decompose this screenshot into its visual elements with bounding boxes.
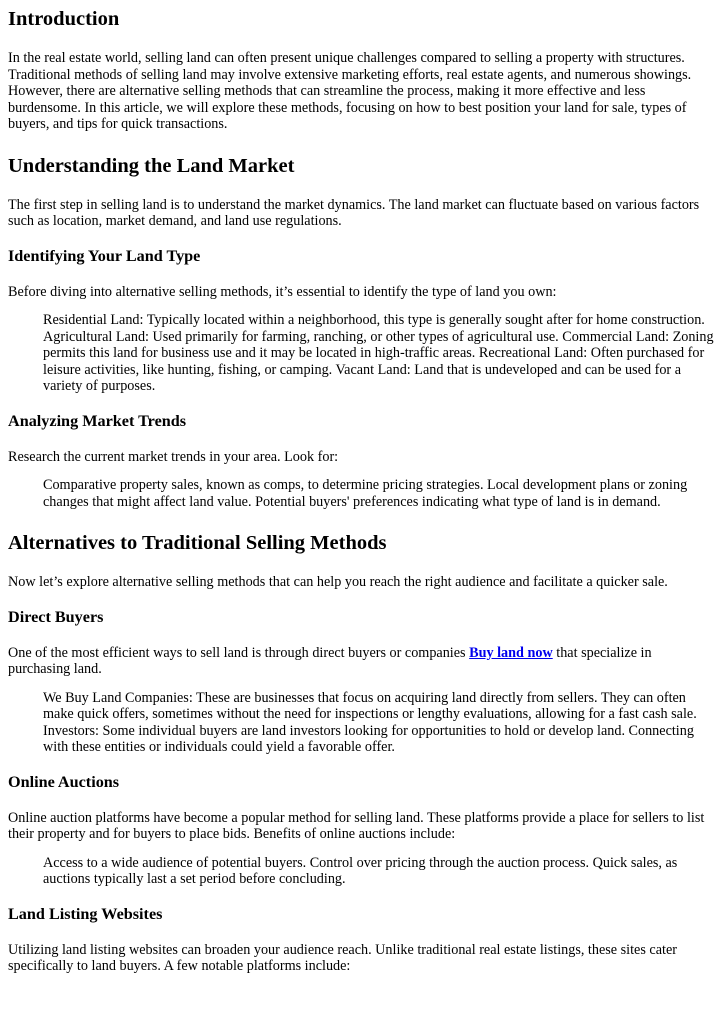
intro-paragraph: In the real estate world, selling land can often present unique challenges compared to selling a property with structures. Traditional methods of selling land may involve extensive marketing efforts, real estate agents, and numerous showings. However, there are alternative selling methods that can streamline the process, making it more effective and less burdensome. In this article, we will explore these methods, focusing on how to best position your land for sale, types of buyers, and tips for quick transactions. [8,50,692,132]
heading-alternatives: Alternatives to Traditional Selling Methods [8,532,387,554]
listing-paragraph: Utilizing land listing websites can broaden your audience reach. Unlike traditional real estate listings, these sites cater specifically to land buyers. A few notable platforms include: [8,941,677,974]
market-paragraph: The first step in selling land is to understand the market dynamics. The land market can fluctuate based on various factors such as location, market demand, and land use regulations. [8,196,700,229]
land-type-paragraph: Before diving into alternative selling methods, it’s essential to identify the type of land you own: [8,283,557,300]
auctions-paragraph: Online auction platforms have become a popular method for selling land. These platforms provide a place for sellers to list their property and for buyers to place bids. Benefits of online auctions include: [8,809,705,842]
direct-text-before: One of the most efficient ways to sell land is through direct buyers or companies [8,644,470,661]
heading-land-listing-websites: Land Listing Websites [8,904,163,923]
heading-direct-buyers: Direct Buyers [8,607,104,626]
article [0,7,720,975]
heading-identifying-land-type: Identifying Your Land Type [8,246,201,265]
direct-buyers-paragraph [8,645,714,678]
auctions-quote: Access to a wide audience of potential buyers. Control over pricing through the auction process. Quick sales, as auctions typically last a set period before concluding. [43,854,678,887]
buy-land-now-link[interactable]: Buy land now [469,644,553,661]
heading-online-auctions: Online Auctions [8,772,120,791]
heading-introduction: Introduction [8,8,120,30]
land-type-quote: Residential Land: Typically located within a neighborhood, this type is generally sought after for home construction. Agricultural Land: Used primarily for farming, ranching, or other types of agricultural use. Commercial Land: Zoning permits this land for business use and it may be located in high-traffic areas. Recreational Land: Often purchased for leisure activities, like hunting, fishing, or camping. Vacant Land: Land that is undeveloped and can be used for a variety of purposes. [43,312,714,394]
alternatives-paragraph: Now let’s explore alternative selling methods that can help you reach the right audience and facilitate a quicker sale. [8,574,668,590]
direct-text-after: that specialize in purchasing land. [8,644,652,677]
heading-understanding-land-market: Understanding the Land Market [8,154,295,177]
direct-buyers-quote: We Buy Land Companies: These are businesses that focus on acquiring land directly from sellers. They can often make quick offers, sometimes without the need for inspections or lengthy evaluations, allowing for a fast cash sale. Investors: Some individual buyers are land investors looking for opportunities to hold or develop land. Connecting with these entities or individuals could yield a favorable offer. [43,689,697,755]
trends-paragraph: Research the current market trends in your area. Look for: [8,448,339,465]
heading-analyzing-market-trends: Analyzing Market Trends [8,411,187,430]
trends-quote: Comparative property sales, known as comps, to determine pricing strategies. Local development plans or zoning changes that might affect land value. Potential buyers' preferences indicating what type of land is in demand. [43,477,688,510]
